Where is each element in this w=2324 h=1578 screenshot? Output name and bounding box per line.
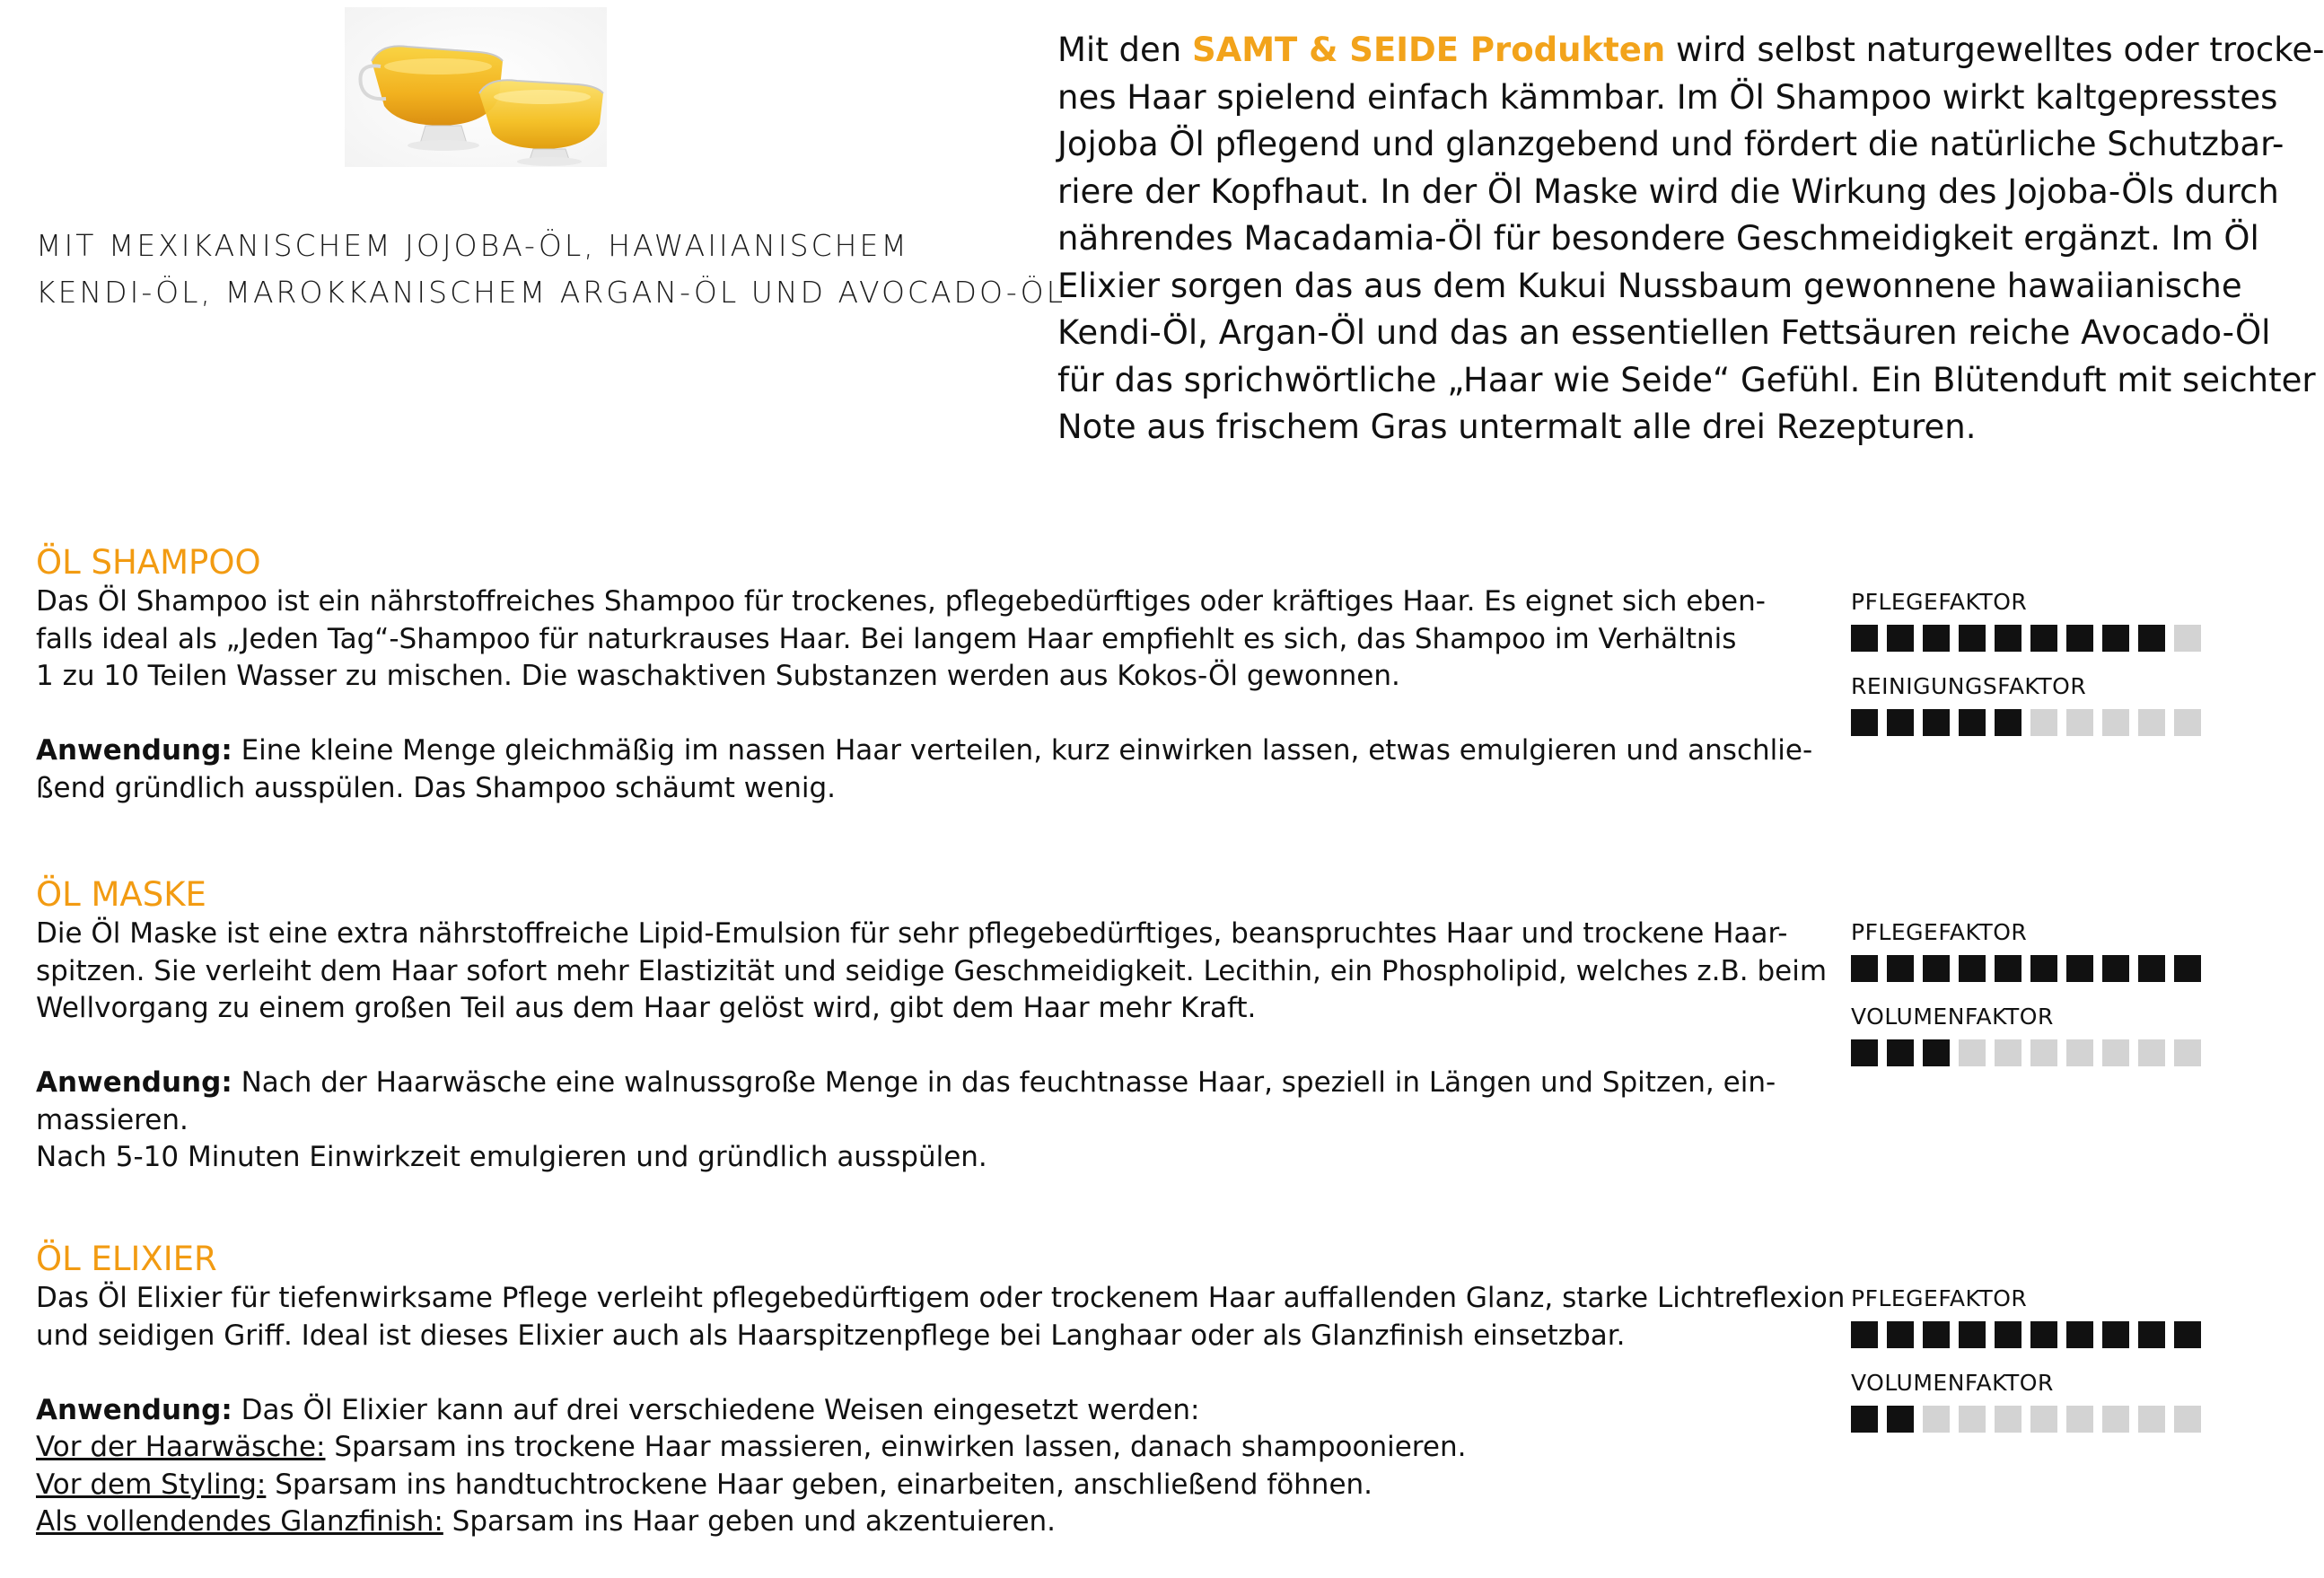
meter-segment-filled bbox=[1995, 955, 2021, 982]
meter-segment-filled bbox=[1923, 1039, 1950, 1066]
meter-segment-filled bbox=[1851, 709, 1878, 736]
usage-mode-text: Sparsam ins trockene Haar massieren, einwirken lassen, danach shampoonieren. bbox=[325, 1431, 1467, 1463]
meter-segment-filled bbox=[2066, 625, 2093, 652]
meter-volumenfaktor bbox=[1851, 1039, 2201, 1066]
usage-label: Anwendung: bbox=[36, 1066, 232, 1099]
intro-paragraph bbox=[1057, 27, 2324, 451]
intro-line-3: Jojoba Öl pflegend und glanzgebend und fördert die natürliche Schutzbar- bbox=[1057, 125, 2285, 163]
meter-segment-filled bbox=[2138, 1321, 2165, 1348]
meter-segment-filled bbox=[2102, 1321, 2129, 1348]
meter-segment-empty bbox=[2066, 1039, 2093, 1066]
description-line: Das Öl Shampoo ist ein nährstoffreiches Shampoo für trockenes, pflegebedürftiges oder kräftiges Haar. Es eignet sich eben- bbox=[36, 585, 1766, 618]
meter-segment-filled bbox=[2174, 1321, 2201, 1348]
meter-segment-empty bbox=[2138, 1039, 2165, 1066]
description-line: Das Öl Elixier für tiefenwirksame Pflege verleiht pflegebedürftigem oder trockenem Haar auffallenden Glanz, starke Lichtreflexion bbox=[36, 1282, 1846, 1314]
meter-segment-empty bbox=[2174, 1406, 2201, 1433]
usage-mode-text: Sparsam ins handtuchtrockene Haar geben, einarbeiten, anschließend föhnen. bbox=[266, 1468, 1373, 1501]
section-description bbox=[36, 583, 1766, 696]
meter-label-pflegefaktor: PFLEGEFAKTOR bbox=[1851, 589, 2028, 615]
meter-segment-empty bbox=[2102, 1039, 2129, 1066]
meter-segment-filled bbox=[1959, 625, 1986, 652]
meter-segment-filled bbox=[1851, 1039, 1878, 1066]
meter-segment-empty bbox=[2174, 625, 2201, 652]
meter-segment-filled bbox=[1923, 955, 1950, 982]
meter-segment-empty bbox=[2030, 709, 2057, 736]
meter-segment-filled bbox=[2174, 955, 2201, 982]
description-line: 1 zu 10 Teilen Wasser zu mischen. Die waschaktiven Substanzen werden aus Kokos-Öl gewonnen. bbox=[36, 660, 1400, 692]
usage-line bbox=[36, 1065, 1776, 1102]
meter-volumenfaktor bbox=[1851, 1406, 2201, 1433]
meter-segment-empty bbox=[2102, 1406, 2129, 1433]
section-oil-elixir bbox=[36, 1239, 1846, 1541]
meter-segment-filled bbox=[2066, 1321, 2093, 1348]
usage-label: Anwendung: bbox=[36, 1393, 232, 1426]
usage-line bbox=[36, 732, 1813, 770]
usage-text: Eine kleine Menge gleichmäßig im nassen Haar verteilen, kurz einwirken lassen, etwas emulgieren und anschlie- bbox=[232, 734, 1813, 767]
description-line: falls ideal als „Jeden Tag“-Shampoo für naturkrauses Haar. Bei langem Haar empfiehlt es sich, das Shampoo im Verhältnis bbox=[36, 622, 1737, 655]
intro-prefix: Mit den bbox=[1057, 31, 1192, 69]
usage-mode-text: Sparsam ins Haar geben und akzentuieren. bbox=[443, 1505, 1057, 1538]
intro-line-8: für das sprichwörtliche „Haar wie Seide“ Gefühl. Ein Blütenduft mit seichter bbox=[1057, 360, 2316, 399]
usage-mode-label: Vor der Haarwäsche: bbox=[36, 1431, 326, 1463]
section-oil-shampoo bbox=[36, 542, 1813, 807]
section-title: ÖL ELIXIER bbox=[36, 1240, 217, 1278]
usage-line: ßend gründlich ausspülen. Das Shampoo schäumt wenig. bbox=[36, 771, 837, 804]
meter-segment-filled bbox=[2138, 625, 2165, 652]
usage-mode-label: Vor dem Styling: bbox=[36, 1468, 267, 1501]
meter-pflegefaktor bbox=[1851, 955, 2201, 982]
section-oil-mask bbox=[36, 874, 1828, 1177]
section-description bbox=[36, 916, 1828, 1028]
oil-glasses-illustration bbox=[345, 7, 607, 167]
meter-label-pflegefaktor: PFLEGEFAKTOR bbox=[1851, 919, 2028, 945]
usage-mode bbox=[36, 1503, 1741, 1541]
meter-pflegefaktor bbox=[1851, 1321, 2201, 1348]
description-line: Die Öl Maske ist eine extra nährstoffreiche Lipid-Emulsion für sehr pflegebedürftiges, beanspruchtes Haar und trockene Haar- bbox=[36, 917, 1788, 950]
brand-name: SAMT & SEIDE Produkten bbox=[1191, 31, 1666, 69]
meter-segment-filled bbox=[2030, 625, 2057, 652]
section-title: ÖL MASKE bbox=[36, 875, 206, 914]
tagline bbox=[36, 223, 1066, 316]
usage-text: Das Öl Elixier kann auf drei verschiedene Weisen eingesetzt werden: bbox=[232, 1393, 1200, 1426]
intro-line-6: Elixier sorgen das aus dem Kukui Nussbaum gewonnene hawaiianische bbox=[1057, 266, 2242, 305]
meter-segment-filled bbox=[1887, 625, 1914, 652]
intro-line-1-rest: wird selbst naturgewelltes oder trocke- bbox=[1665, 31, 2324, 69]
usage-instructions bbox=[36, 1392, 1741, 1541]
meter-segment-filled bbox=[2102, 955, 2129, 982]
intro-line-1 bbox=[1057, 27, 2324, 75]
meter-label-reinigungsfaktor: REINIGUNGSFAKTOR bbox=[1851, 673, 2087, 699]
section-description bbox=[36, 1280, 1846, 1354]
meter-segment-filled bbox=[1887, 1406, 1914, 1433]
intro-line-2: nes Haar spielend einfach kämmbar. Im Öl Shampoo wirkt kaltgepresstes bbox=[1057, 77, 2278, 117]
description-line: Wellvorgang zu einem großen Teil aus dem Haar gelöst wird, gibt dem Haar mehr Kraft. bbox=[36, 992, 1257, 1024]
meter-reinigungsfaktor bbox=[1851, 709, 2201, 736]
tagline-line-2: KENDI-ÖL, MAROKKANISCHEM ARGAN-ÖL UND AVOCADO-ÖL bbox=[36, 275, 1066, 310]
usage-line: massieren. bbox=[36, 1103, 189, 1136]
section-title: ÖL SHAMPOO bbox=[36, 543, 261, 582]
meter-segment-filled bbox=[1851, 1406, 1878, 1433]
meter-segment-empty bbox=[2174, 1039, 2201, 1066]
meter-segment-filled bbox=[1923, 1321, 1950, 1348]
meter-segment-empty bbox=[2066, 1406, 2093, 1433]
meter-segment-empty bbox=[2174, 709, 2201, 736]
meter-segment-filled bbox=[2102, 625, 2129, 652]
meters-oil-mask bbox=[1851, 919, 2201, 1066]
intro-line-9: Note aus frischem Gras untermalt alle drei Rezepturen. bbox=[1057, 408, 1977, 446]
meter-segment-empty bbox=[2066, 709, 2093, 736]
meter-segment-filled bbox=[1887, 709, 1914, 736]
intro-line-5: nährendes Macadamia-Öl für besondere Geschmeidigkeit ergänzt. Im Öl bbox=[1057, 219, 2259, 258]
meter-segment-empty bbox=[1959, 1039, 1986, 1066]
usage-mode-label: Als vollendendes Glanzfinish: bbox=[36, 1505, 443, 1538]
meters-oil-shampoo bbox=[1851, 589, 2201, 736]
meter-segment-filled bbox=[1959, 1321, 1986, 1348]
meter-segment-empty bbox=[2102, 709, 2129, 736]
usage-mode bbox=[36, 1429, 1741, 1467]
meter-segment-filled bbox=[2030, 1321, 2057, 1348]
meter-label-volumenfaktor: VOLUMENFAKTOR bbox=[1851, 1370, 2054, 1396]
meter-segment-empty bbox=[1923, 1406, 1950, 1433]
meter-segment-empty bbox=[2030, 1039, 2057, 1066]
meter-segment-empty bbox=[1995, 1406, 2021, 1433]
meter-segment-empty bbox=[2138, 1406, 2165, 1433]
meter-segment-filled bbox=[2030, 955, 2057, 982]
meter-segment-empty bbox=[1959, 1406, 1986, 1433]
oil-image bbox=[345, 7, 607, 167]
meter-pflegefaktor bbox=[1851, 625, 2201, 652]
meter-segment-filled bbox=[1923, 625, 1950, 652]
usage-label: Anwendung: bbox=[36, 734, 232, 767]
meter-segment-filled bbox=[1959, 955, 1986, 982]
usage-instructions bbox=[36, 732, 1813, 807]
meter-segment-filled bbox=[1851, 955, 1878, 982]
description-line: und seidigen Griff. Ideal ist dieses Elixier auch als Haarspitzenpflege bei Langhaar oder als Glanzfinish einsetzbar. bbox=[36, 1319, 1626, 1352]
meter-segment-filled bbox=[2066, 955, 2093, 982]
meter-segment-filled bbox=[2138, 955, 2165, 982]
meter-label-volumenfaktor: VOLUMENFAKTOR bbox=[1851, 1004, 2054, 1030]
meter-segment-filled bbox=[1995, 625, 2021, 652]
meter-segment-filled bbox=[1923, 709, 1950, 736]
usage-line: Nach 5-10 Minuten Einwirkzeit emulgieren und gründlich ausspülen. bbox=[36, 1141, 987, 1173]
usage-instructions bbox=[36, 1065, 1776, 1177]
intro-line-7: Kendi-Öl, Argan-Öl und das an essentiellen Fettsäuren reiche Avocado-Öl bbox=[1057, 313, 2271, 352]
meter-label-pflegefaktor: PFLEGEFAKTOR bbox=[1851, 1285, 2028, 1311]
meter-segment-filled bbox=[1995, 709, 2021, 736]
meter-segment-filled bbox=[1887, 1321, 1914, 1348]
meter-segment-filled bbox=[1851, 625, 1878, 652]
usage-text: Nach der Haarwäsche eine walnussgroße Menge in das feuchtnasse Haar, speziell in Längen und Spitzen, ein- bbox=[232, 1066, 1776, 1099]
meter-segment-empty bbox=[2138, 709, 2165, 736]
meter-segment-filled bbox=[1851, 1321, 1878, 1348]
meter-segment-empty bbox=[2030, 1406, 2057, 1433]
meters-oil-elixir bbox=[1851, 1285, 2201, 1433]
tagline-line-1: MIT MEXIKANISCHEM JOJOBA-ÖL, HAWAIIANISCHEM bbox=[36, 228, 909, 263]
usage-line bbox=[36, 1392, 1741, 1430]
meter-segment-filled bbox=[1995, 1321, 2021, 1348]
description-line: spitzen. Sie verleiht dem Haar sofort mehr Elastizität und seidige Geschmeidigkeit. Lecithin, ein Phospholipid, welches z.B. beim bbox=[36, 954, 1828, 987]
intro-line-4: riere der Kopfhaut. In der Öl Maske wird die Wirkung des Jojoba-Öls durch bbox=[1057, 171, 2279, 211]
meter-segment-filled bbox=[1959, 709, 1986, 736]
meter-segment-filled bbox=[1887, 955, 1914, 982]
usage-mode bbox=[36, 1467, 1741, 1504]
meter-segment-empty bbox=[1995, 1039, 2021, 1066]
meter-segment-filled bbox=[1887, 1039, 1914, 1066]
